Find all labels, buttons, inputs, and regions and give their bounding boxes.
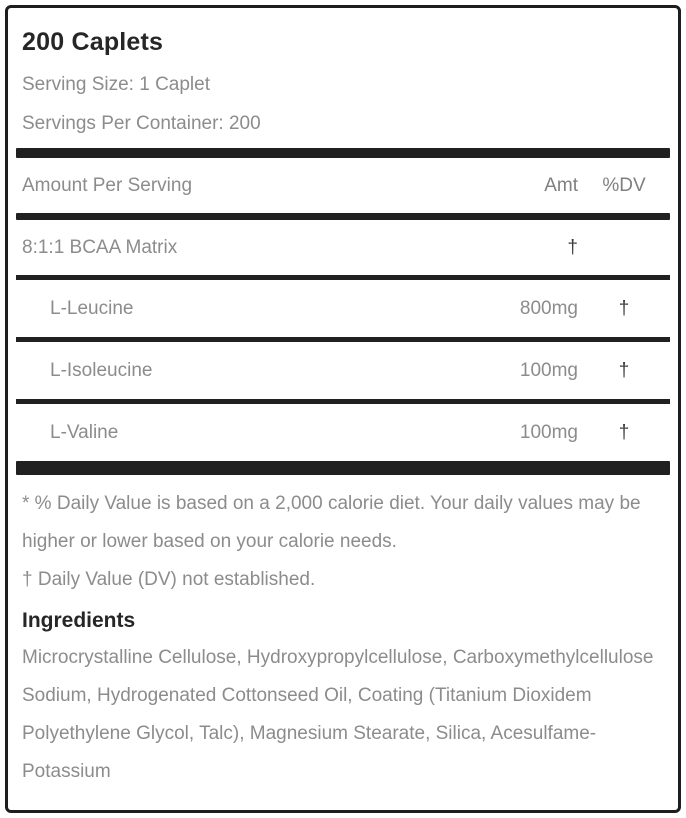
nutrient-amount: 100mg	[519, 421, 578, 443]
divider-thick-bottom	[16, 461, 670, 475]
header-dv-column: %DV	[602, 174, 646, 196]
serving-size-line: Serving Size: 1 Caplet	[22, 74, 210, 95]
nutrient-name: L-Valine	[50, 421, 119, 443]
header-amount-per-serving: Amount Per Serving	[22, 174, 193, 196]
nutrient-dv: †	[618, 297, 630, 319]
label-panel	[5, 5, 681, 813]
table-row-l-valine	[16, 404, 670, 461]
table-header-row	[16, 158, 670, 213]
dagger-footnote: † Daily Value (DV) not established.	[22, 569, 316, 590]
nutrient-amount: 800mg	[519, 297, 578, 319]
ingredients-heading: Ingredients	[22, 609, 136, 632]
daily-value-footnote: * % Daily Value is based on a 2,000 calorie diet. Your daily values may be higher or lower based on your calorie needs.	[22, 493, 641, 552]
nutrient-dv: †	[618, 359, 630, 381]
nutrient-dv: †	[618, 421, 630, 443]
table-row-bcaa-matrix	[16, 220, 670, 275]
product-count-title: 200 Caplets	[22, 28, 164, 56]
ingredients-list: Microcrystalline Cellulose, Hydroxypropylcellulose, Carboxymethylcellulose Sodium, Hydrogenated Cottonseed Oil, Coating (Titanium Dioxidem Polyethylene Glycol, Talc), Magnesium Stearate, Silica, Acesulfame-Potassium	[22, 647, 654, 782]
servings-per-container-line: Servings Per Container: 200	[22, 113, 261, 134]
nutrient-name: L-Leucine	[50, 297, 134, 319]
nutrient-name: 8:1:1 BCAA Matrix	[22, 236, 178, 258]
table-row-l-isoleucine	[16, 342, 670, 399]
header-amt-column: Amt	[544, 174, 578, 196]
divider-medium-header	[16, 213, 670, 220]
table-row-l-leucine	[16, 280, 670, 337]
nutrient-amount: 100mg	[519, 359, 578, 381]
nutrient-amount: †	[567, 236, 578, 258]
divider-thick-top	[16, 148, 670, 158]
nutrient-name: L-Isoleucine	[50, 359, 153, 381]
